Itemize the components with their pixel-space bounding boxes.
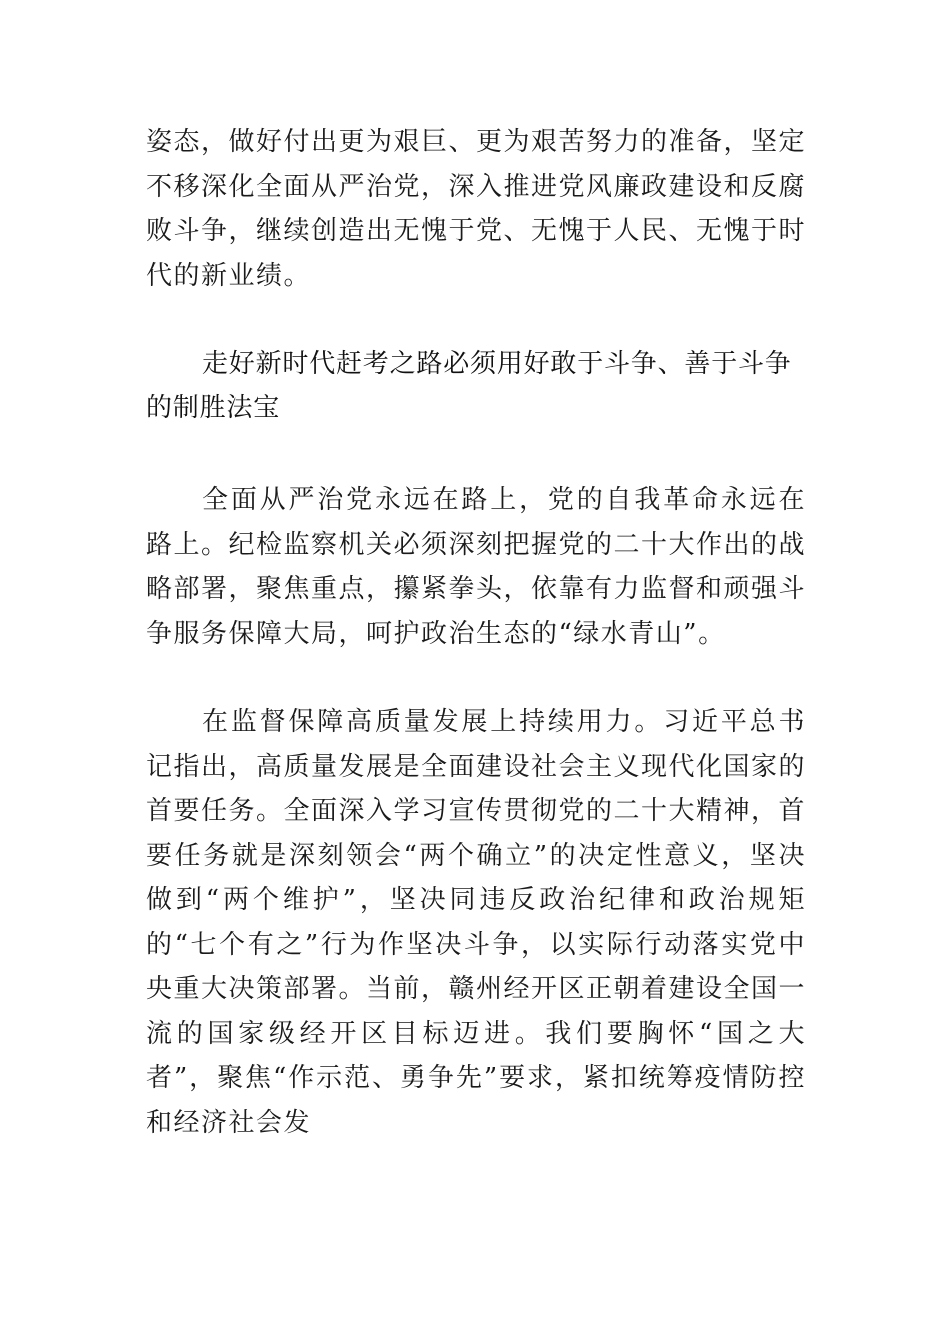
paragraph-body: 全面从严治党永远在路上，党的自我革命永远在路上。纪检监察机关必须深刻把握党的二十大作出的战略部署，聚焦重点，攥紧拳头，依靠有力监督和顽强斗争服务保障大局，呵护政治生态的“绿水青山”。 [146, 485, 807, 649]
paragraph-spacer [146, 430, 806, 478]
paragraph-continuation: 姿态，做好付出更为艰巨、更为艰苦努力的准备，坚定不移深化全面从严治党，深入推进党风廉政建设和反腐败斗争，继续创造出无愧于党、无愧于人民、无愧于时代的新业绩。 [146, 127, 807, 291]
paragraph-spacer [146, 656, 806, 700]
section-heading: 走好新时代赶考之路必须用好敢于斗争、善于斗争的制胜法宝 [146, 349, 792, 423]
paragraph-body: 在监督保障高质量发展上持续用力。习近平总书记指出，高质量发展是全面建设社会主义现代化国家的首要任务。全面深入学习宣传贯彻党的二十大精神，首要任务就是深刻领会“两个确立”的决定性意义，坚决做到“两个维护”，坚决同违反政治纪律和政治规矩的“七个有之”行为作坚决斗争，以实际行动落实党中央重大决策部署。当前，赣州经开区正朝着建设全国一流的国家级经开区目标迈进。我们要胸怀“国之大者”，聚焦“作示范、勇争先”要求，紧扣统筹疫情防控和经济社会发 [146, 707, 807, 1138]
paragraph-spacer [146, 298, 806, 342]
document-body [146, 120, 806, 1145]
